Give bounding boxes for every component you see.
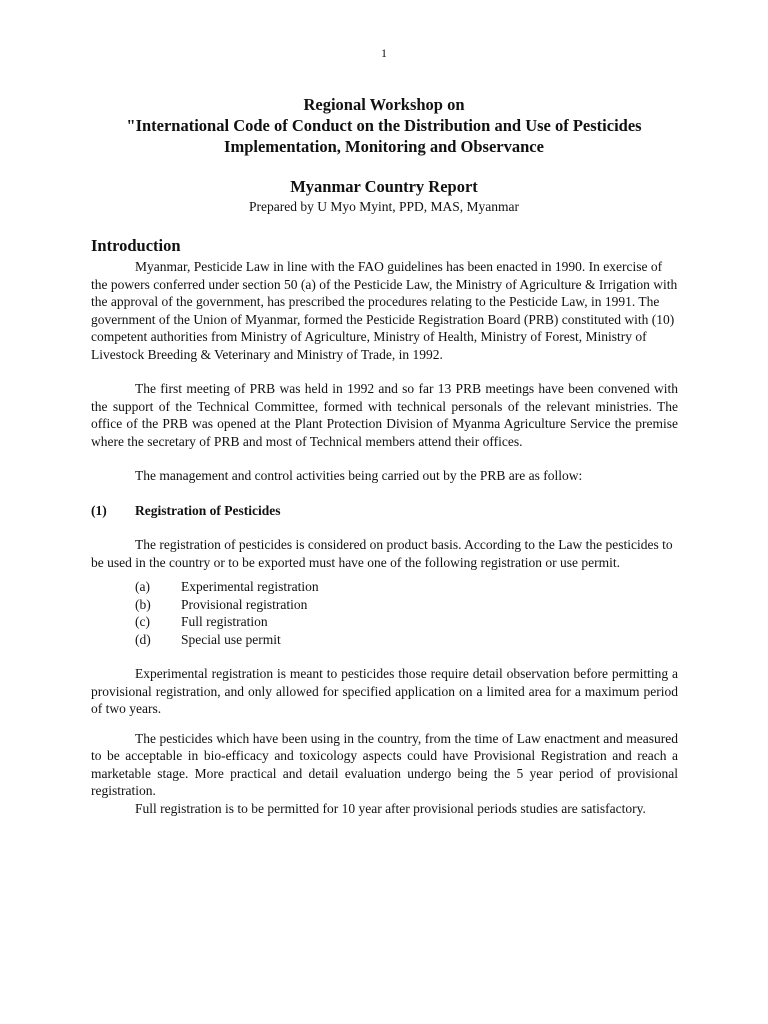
introduction-paragraph-1: Myanmar, Pesticide Law in line with the FAO guidelines has been enacted in 1990. In exercise of the powers conferred under section 50 (a) of the Pesticide Law, the Ministry of Agriculture & Irrigation with the approval of the government, has prescribed the procedures relating to the Pesticide Law, in 1991. The government of the Union of Myanmar, formed the Pesticide Registration Board (PRB) constituted with (10) competent authorities from Ministry of Agriculture, Ministry of Health, Ministry of Forest, Ministry of Livestock Breeding & Veterinary and Ministry of Trade, in 1992. bbox=[91, 259, 678, 362]
introduction-paragraph-2: The first meeting of PRB was held in 1992 and so far 13 PRB meetings have been convened with the support of the Technical Committee, formed with technical personals of the relevant ministries. The office of the PRB was opened at the Plant Protection Division of Myanma Agriculture Service the premise where the secretary of PRB and most of Technical members attend their offices. bbox=[91, 381, 678, 449]
experimental-registration-paragraph: Experimental registration is meant to pesticides those require detail observation before permitting a provisional registration, and only allowed for specified application on a limited area for a maximum period of two years. bbox=[91, 666, 678, 716]
registration-heading-label: Registration of Pesticides bbox=[135, 502, 281, 518]
list-item bbox=[135, 596, 678, 614]
workshop-title-line-2: "International Code of Conduct on the Distribution and Use of Pesticides bbox=[126, 116, 642, 135]
list-item-marker: (b) bbox=[135, 596, 151, 612]
report-author: Prepared by U Myo Myint, PPD, MAS, Myanmar bbox=[249, 199, 519, 214]
list-item-label: Full registration bbox=[181, 614, 268, 629]
workshop-title bbox=[60, 94, 708, 157]
list-item-marker: (a) bbox=[135, 579, 150, 594]
report-title: Myanmar Country Report bbox=[290, 177, 478, 196]
introduction-paragraph-3: The management and control activities being carried out by the PRB are as follow: bbox=[135, 468, 583, 483]
list-item bbox=[135, 613, 678, 631]
page-number: 1 bbox=[381, 46, 387, 60]
list-item-label: Provisional registration bbox=[181, 596, 308, 612]
registration-heading-number: (1) bbox=[91, 502, 107, 518]
workshop-title-line-1: Regional Workshop on bbox=[303, 95, 465, 114]
registration-heading bbox=[91, 502, 678, 520]
introduction-heading: Introduction bbox=[91, 236, 181, 255]
list-item-label: Experimental registration bbox=[181, 579, 319, 594]
list-item bbox=[135, 631, 678, 649]
registration-type-list bbox=[91, 578, 678, 648]
document-body bbox=[91, 235, 678, 817]
workshop-title-line-3: Implementation, Monitoring and Observance bbox=[224, 137, 544, 156]
list-item-label: Special use permit bbox=[181, 631, 281, 647]
full-registration-paragraph: Full registration is to be permitted for 10 year after provisional periods studies are satisfactory. bbox=[135, 800, 646, 816]
provisional-registration-paragraph: The pesticides which have been using in the country, from the time of Law enactment and measured to be acceptable in bio-efficacy and toxicology aspects could have Provisional Registration and reach a marketable stage. More practical and detail evaluation undergo being the 5 year period of provisional registration. bbox=[91, 730, 678, 798]
list-item bbox=[135, 578, 678, 596]
list-item-marker: (c) bbox=[135, 614, 150, 629]
list-item-marker: (d) bbox=[135, 631, 151, 647]
registration-intro-paragraph: The registration of pesticides is considered on product basis. According to the Law the pesticides to be used in the country or to be exported must have one of the following registration or use permit. bbox=[91, 537, 673, 570]
